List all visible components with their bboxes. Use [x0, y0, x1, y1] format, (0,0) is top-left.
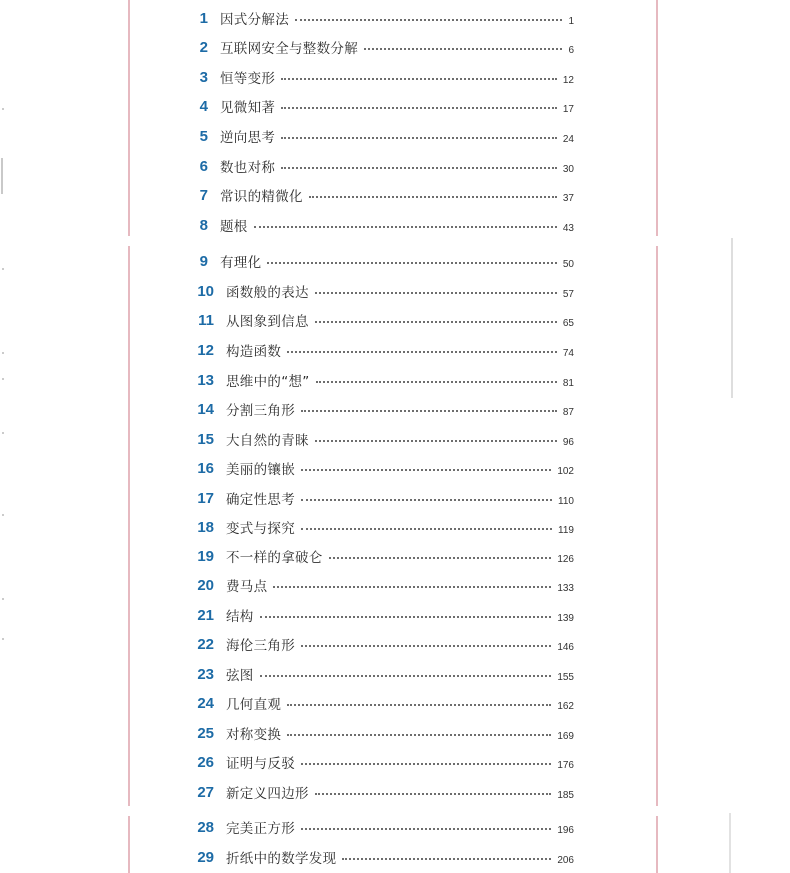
chapter-title: 思维中的“想”: [226, 374, 310, 390]
dot-leader: [316, 381, 557, 383]
toc-entry[interactable]: [182, 156, 574, 176]
chapter-number: 17: [197, 489, 214, 507]
dot-leader: [315, 440, 557, 442]
toc-entry[interactable]: [188, 340, 574, 360]
chapter-number: 20: [197, 576, 214, 594]
toc-entry[interactable]: [188, 546, 574, 566]
chapter-number: 15: [197, 430, 214, 448]
chapter-number: 3: [199, 68, 208, 86]
chapter-title: 逆向思考: [220, 130, 276, 146]
page-number: 196: [557, 824, 574, 836]
dot-leader: [364, 48, 562, 50]
chapter-title: 对称变换: [226, 727, 282, 743]
toc-entry[interactable]: [182, 215, 574, 235]
chapter-title: 互联网安全与整数分解: [220, 41, 358, 57]
page-number: 96: [562, 436, 574, 448]
chapter-title: 构造函数: [226, 344, 282, 360]
page-number: 17: [562, 103, 574, 115]
chapter-number: 23: [197, 665, 214, 683]
toc-entry[interactable]: [188, 847, 574, 867]
page-number: 30: [562, 163, 574, 175]
dot-leader: [301, 645, 551, 647]
chapter-number: 5: [199, 127, 208, 145]
chapter-number: 8: [199, 216, 208, 234]
chapter-title: 美丽的镶嵌: [226, 462, 295, 478]
dot-leader: [260, 675, 552, 677]
dot-leader: [273, 586, 551, 588]
dot-leader: [287, 351, 557, 353]
toc-entry[interactable]: [188, 429, 574, 449]
toc-entry[interactable]: [188, 664, 574, 684]
chapter-number: 2: [199, 38, 208, 56]
chapter-title: 有理化: [220, 255, 262, 271]
toc-entry[interactable]: [182, 251, 574, 271]
dot-leader: [281, 107, 557, 109]
chapter-title: 确定性思考: [226, 492, 295, 508]
dot-leader: [254, 226, 557, 228]
chapter-number: 4: [199, 97, 208, 115]
chapter-number: 19: [197, 547, 214, 565]
chapter-number: 24: [197, 694, 214, 712]
chapter-number: 14: [197, 400, 214, 418]
dot-leader: [301, 499, 552, 501]
page-number: 6: [568, 44, 574, 56]
chapter-number: 26: [197, 753, 214, 771]
chapter-title: 数也对称: [220, 160, 276, 176]
chapter-number: 12: [197, 341, 214, 359]
dot-leader: [301, 528, 552, 530]
toc-entry[interactable]: [188, 752, 574, 772]
dot-leader: [287, 734, 551, 736]
page-number: 57: [562, 288, 574, 300]
page-number: 169: [557, 730, 574, 742]
toc-entry[interactable]: [182, 185, 574, 205]
chapter-title: 分割三角形: [226, 403, 295, 419]
page-number: 102: [557, 465, 574, 477]
dot-leader: [260, 616, 552, 618]
page-number: 12: [562, 74, 574, 86]
toc-entry[interactable]: [188, 458, 574, 478]
chapter-number: 22: [197, 635, 214, 653]
chapter-number: 29: [197, 848, 214, 866]
chapter-title: 不一样的拿破仑: [226, 550, 323, 566]
page-number: 87: [562, 406, 574, 418]
toc-entry[interactable]: [182, 37, 574, 57]
dot-leader: [267, 262, 556, 264]
chapter-number: 16: [197, 459, 214, 477]
dot-leader: [281, 167, 557, 169]
chapter-title: 变式与探究: [226, 521, 295, 537]
toc-entry[interactable]: [188, 488, 574, 508]
chapter-title: 见微知著: [220, 100, 276, 116]
chapter-number: 25: [197, 724, 214, 742]
chapter-number: 11: [198, 311, 214, 329]
page-number: 74: [562, 347, 574, 359]
page-number: 146: [557, 641, 574, 653]
chapter-number: 6: [199, 157, 208, 175]
toc-entry[interactable]: [188, 370, 574, 390]
chapter-title: 完美正方形: [226, 821, 295, 837]
dot-leader: [301, 763, 551, 765]
page-number: 185: [557, 789, 574, 801]
dot-leader: [329, 557, 552, 559]
page-number: 43: [562, 222, 574, 234]
dot-leader: [287, 704, 551, 706]
dot-leader: [315, 793, 552, 795]
chapter-title: 弦图: [226, 668, 254, 684]
chapter-title: 因式分解法: [220, 12, 289, 28]
toc-entry[interactable]: [188, 782, 574, 802]
page-number: 37: [562, 192, 574, 204]
dot-leader: [301, 410, 557, 412]
dot-leader: [301, 469, 551, 471]
chapter-number: 1: [199, 9, 208, 27]
dot-leader: [295, 19, 562, 21]
chapter-title: 几何直观: [226, 697, 282, 713]
chapter-title: 折纸中的数学发现: [226, 851, 337, 867]
toc-entry[interactable]: [188, 399, 574, 419]
toc-entry[interactable]: [188, 817, 574, 837]
chapter-title: 常识的精微化: [220, 189, 303, 205]
page-number: 24: [562, 133, 574, 145]
page-number: 133: [557, 582, 574, 594]
dot-leader: [281, 78, 557, 80]
chapter-title: 新定义四边形: [226, 786, 309, 802]
page-number: 155: [557, 671, 574, 683]
page-number: 50: [562, 258, 574, 270]
toc-entry[interactable]: [182, 8, 574, 28]
toc-entry[interactable]: [188, 723, 574, 743]
chapter-title: 海伦三角形: [226, 638, 295, 654]
chapter-title: 恒等变形: [220, 71, 276, 87]
page-number: 119: [558, 524, 574, 536]
chapter-title: 函数般的表达: [226, 285, 309, 301]
chapter-title: 大自然的青睐: [226, 433, 309, 449]
chapter-title: 从图象到信息: [226, 314, 309, 330]
toc-entry[interactable]: [188, 605, 574, 625]
dot-leader: [315, 321, 557, 323]
toc-entry[interactable]: [182, 126, 574, 146]
toc-entry[interactable]: [182, 96, 574, 116]
chapter-number: 18: [197, 518, 214, 536]
page-number: 110: [558, 495, 574, 507]
page-number: 65: [562, 317, 574, 329]
toc-entry[interactable]: [188, 517, 574, 537]
page-number: 81: [562, 377, 574, 389]
chapter-number: 10: [197, 282, 214, 300]
page-number: 176: [557, 759, 574, 771]
chapter-title: 费马点: [226, 579, 268, 595]
chapter-number: 9: [199, 252, 208, 270]
chapter-number: 28: [197, 818, 214, 836]
dot-leader: [281, 137, 557, 139]
toc-entry[interactable]: [182, 67, 574, 87]
toc-entry[interactable]: [188, 310, 574, 330]
dot-leader: [301, 828, 551, 830]
toc-entry[interactable]: [188, 281, 574, 301]
chapter-number: 13: [197, 371, 214, 389]
chapter-title: 题根: [220, 219, 248, 235]
dot-leader: [309, 196, 557, 198]
chapter-number: 21: [197, 606, 214, 624]
toc-entry[interactable]: [188, 634, 574, 654]
page-number: 126: [557, 553, 574, 565]
toc-entry[interactable]: [188, 693, 574, 713]
chapter-number: 7: [199, 186, 208, 204]
page-number: 206: [557, 854, 574, 866]
chapter-number: 27: [197, 783, 214, 801]
dot-leader: [315, 292, 557, 294]
toc-entry[interactable]: [188, 575, 574, 595]
page-number: 139: [557, 612, 574, 624]
page-number: 162: [557, 700, 574, 712]
dot-leader: [342, 858, 551, 860]
page-number: 1: [568, 15, 574, 27]
chapter-title: 证明与反驳: [226, 756, 295, 772]
chapter-title: 结构: [226, 609, 254, 625]
